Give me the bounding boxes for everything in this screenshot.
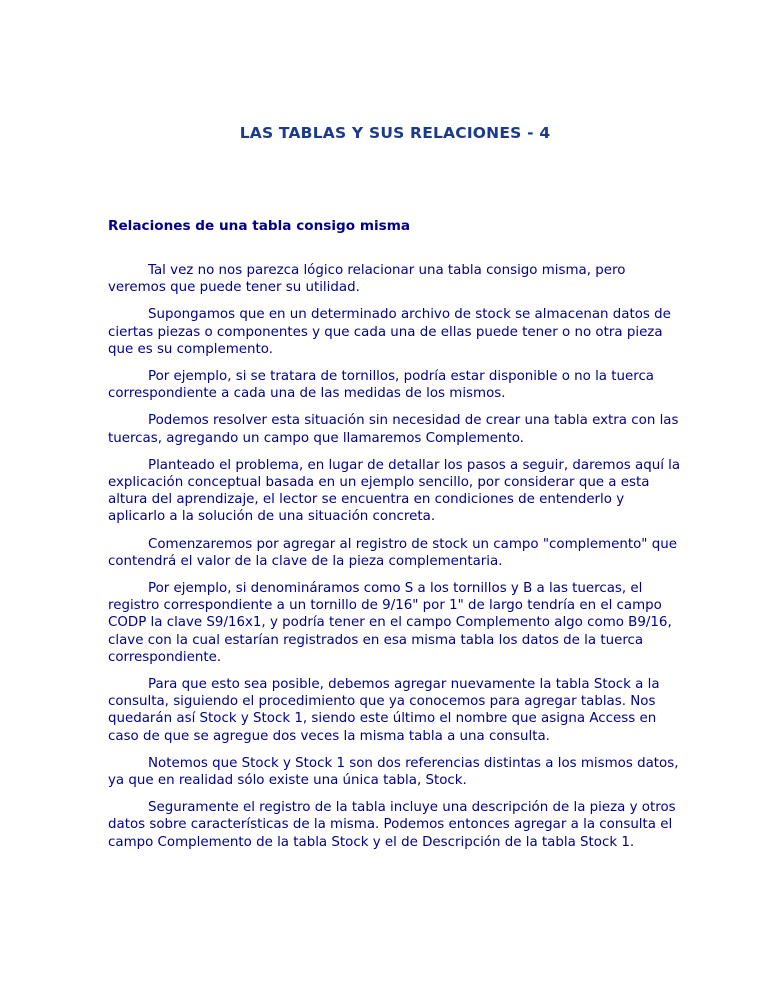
paragraph-5: Planteado el problema, en lugar de detallar los pasos a seguir, daremos aquí la explicación conceptual basada en un ejemplo sencillo, por considerar que a esta altura del aprendizaje, el lector se encuentra en condiciones de entenderlo y aplicarlo a la solución de una situación concreta.: [108, 457, 681, 525]
paragraph-7: Por ejemplo, si denomináramos como S a los tornillos y B a las tuercas, el registro correspondiente a un tornillo de 9/16" por 1" de largo tendría en el campo CODP la clave S9/16x1, y podría tener en el campo Complemento algo como B9/16, clave con la cual estarían registrados en esa misma tabla los datos de la tuerca correspondiente.: [108, 581, 672, 665]
paragraph-4: Podemos resolver esta situación sin necesidad de crear una tabla extra con las tuercas, agregando un campo que llamaremos Complemento.: [108, 413, 679, 446]
paragraph-9: Notemos que Stock y Stock 1 son dos referencias distintas a los mismos datos, ya que en realidad sólo existe una única tabla, Stock.: [108, 755, 679, 789]
paragraph-2: Supongamos que en un determinado archivo de stock se almacenan datos de ciertas piezas o componentes y que cada una de ellas puede tener o no otra pieza que es su complemento.: [108, 307, 671, 357]
paragraph-3: Por ejemplo, si se tratara de tornillos, podría estar disponible o no la tuerca correspondiente a cada una de las medidas de los mismos.: [108, 369, 655, 402]
paragraph-10: Seguramente el registro de la tabla incluye una descripción de la pieza y otros datos sobre características de la misma. Podemos entonces agregar a la consulta el campo Complemento de la tabla Stock y el de Descripción de la tabla Stock 1.: [108, 800, 676, 850]
page-title: LAS TABLAS Y SUS RELACIONES - 4: [239, 124, 551, 142]
paragraph-8: Para que esto sea posible, debemos agregar nuevamente la tabla Stock a la consulta, siguiendo el procedimiento que ya conocemos para agregar tablas. Nos quedarán así Stock y Stock 1, siendo este último el nombre que asigna Access en caso de que se agregue dos veces la misma tabla a una consulta.: [108, 677, 660, 744]
paragraph-6: Comenzaremos por agregar al registro de stock un campo "complemento" que contendrá el valor de la clave de la pieza complementaria.: [108, 536, 677, 569]
section-heading: Relaciones de una tabla consigo misma: [108, 218, 411, 234]
paragraph-1: Tal vez no nos parezca lógico relacionar una tabla consigo misma, pero veremos que puede tener su utilidad.: [108, 263, 626, 296]
body-text: [108, 262, 682, 861]
